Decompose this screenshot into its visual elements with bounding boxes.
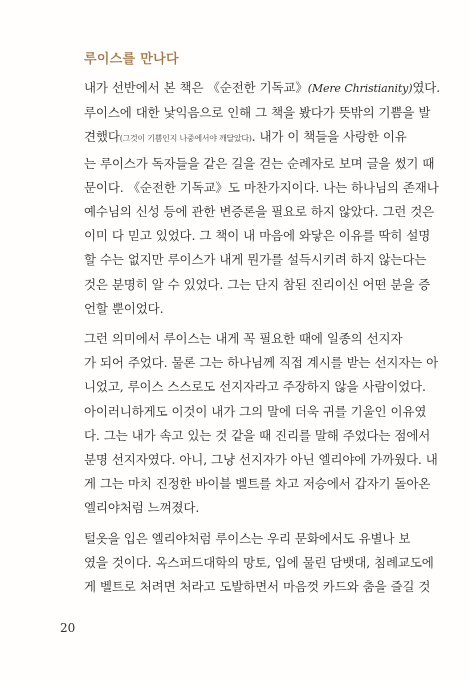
text-line: 니었고, 루이스 스스로도 선지자라고 주장하지 않을 사람이었다. — [84, 379, 426, 395]
parenthetical-note: (그것이 기쁨인지 나중에서야 깨달았다) — [119, 134, 252, 144]
text-segment: 내가 선반에서 본 책은 《순전한 기독교》 — [84, 80, 308, 95]
text-segment: 였다. — [412, 80, 441, 95]
text-line: 언할 뿐이었다. — [84, 300, 164, 316]
text-line: 분명 선지자였다. 아니, 그냥 선지자가 아닌 엘리야에 가까웠다. 내 — [84, 452, 438, 468]
body-text — [60, 76, 441, 599]
text-line: 였을 것이다. 옥스퍼드대학의 망토, 입에 물린 담뱃대, 침례교도에 — [84, 554, 434, 570]
text-line: 게 벨트로 처려면 처라고 도발하면서 마음껏 카드와 춤을 즐길 것 — [84, 579, 431, 595]
text-segment: 견했다 — [84, 129, 120, 145]
text-line: 이미 다 믿고 있었다. 그 책이 내 마음에 와닿은 이유를 딱히 설명 — [84, 228, 431, 244]
text-line: 게 그는 마치 진정한 바이블 벨트를 차고 저승에서 갑자기 돌아온 — [84, 476, 431, 492]
paragraph-3 — [60, 527, 434, 600]
english-title: (Mere Christianity) — [307, 82, 413, 95]
paragraph-1 — [60, 76, 441, 321]
text-line: 엘리야처럼 느껴졌다. — [84, 500, 200, 516]
text-line: 그런 의미에서 루이스는 내게 꼭 필요한 때에 일종의 선지자 — [84, 331, 403, 347]
text-line: 할 수는 없지만 루이스가 내게 뭔가를 설득시키려 하지 않는다는 — [84, 252, 427, 268]
section-title: 루이스를 만나다 — [84, 52, 179, 67]
text-line — [60, 125, 408, 151]
text-line: 것은 분명히 알 수 있었다. 그는 단지 참된 진리이신 어떤 분을 증 — [84, 276, 431, 292]
text-segment: . 내가 이 책들을 사랑한 이유 — [251, 129, 407, 145]
paragraph-2 — [60, 327, 439, 521]
text-line: 문이다. 《순전한 기독교》도 마찬가지이다. 나는 하나님의 존재나 — [84, 179, 439, 195]
text-line: 루이스에 대한 낯익음으로 인해 그 책을 봤다가 뜻밖의 기쁨을 발 — [84, 105, 431, 121]
text-line: 다. 그는 내가 속고 있는 것 같을 때 진리를 말해 주었다는 점에서 — [84, 427, 431, 443]
page-number: 20 — [60, 621, 76, 635]
text-line: 가 되어 주었다. 물론 그는 하나님께 직접 계시를 받는 선지자는 아 — [84, 355, 439, 371]
text-line: 아이러니하게도 이것이 내가 그의 말에 더욱 귀를 기울인 이유였 — [84, 403, 427, 419]
text-line — [60, 76, 441, 101]
text-line: 는 루이스가 독자들을 같은 길을 걷는 순례자로 보며 글을 썼기 때 — [84, 155, 435, 171]
text-line: 예수님의 신성 등에 관한 변증론을 필요로 하지 않았다. 그런 것은 — [84, 204, 435, 220]
text-line: 털옷을 입은 엘리야처럼 루이스는 우리 문화에서도 유별나 보 — [84, 530, 411, 546]
